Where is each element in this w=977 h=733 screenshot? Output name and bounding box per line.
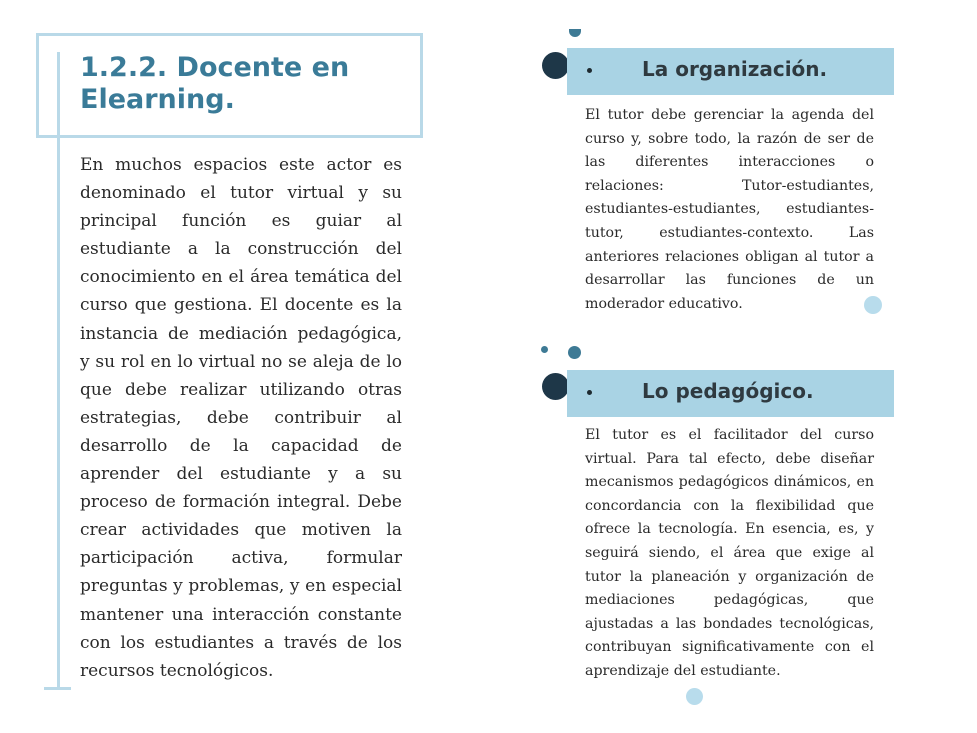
decor-dot-mid bbox=[568, 346, 581, 359]
vertical-rule bbox=[57, 52, 60, 690]
section-title: 1.2.2. Docente en Elearning. bbox=[80, 52, 350, 115]
decor-dot-top bbox=[569, 29, 581, 37]
decor-dot-pale-2 bbox=[686, 688, 703, 705]
decor-dot-dark-2 bbox=[542, 373, 569, 400]
decor-dot-small bbox=[541, 346, 548, 353]
section-body: En muchos espacios este actor es denominado el tutor virtual y su principal función es guiar al estudiante a la construcción del conocimiento en el área temática del curso que gestiona. El docente es la instancia de mediación pedagógica, y su rol en lo virtual no se aleja de lo que debe realizar utilizando otras estrategias, debe contribuir al desarrollo de la capacidad de aprender del estudiante y a su proceso de formación integral. Debe crear actividades que motiven la participación activa, formular preguntas y problemas, y en especial mantener una interacción constante con los estudiantes a través de los recursos tecnológicos. bbox=[80, 155, 402, 681]
bullet-icon bbox=[587, 390, 592, 395]
card-organizacion-body: El tutor debe gerenciar la agenda del curso y, sobre todo, la razón de ser de las diferentes interacciones o relaciones: Tutor-estudiantes, estudiantes-estudiantes, estudiantes-tutor, estudiantes-contexto. Las anteriores relaciones obligan al tutor a desarrollar las funciones de un moderador educativo. bbox=[585, 107, 874, 312]
horizontal-rule bbox=[44, 687, 71, 690]
decor-dot-dark-1 bbox=[542, 52, 569, 79]
card-organizacion-heading: La organización. bbox=[642, 57, 828, 81]
card-pedagogico-heading: Lo pedagógico. bbox=[642, 379, 814, 403]
card-pedagogico-body: El tutor es el facilitador del curso virtual. Para tal efecto, debe diseñar mecanismos pedagógicos dinámicos, en concordancia con la flexibilidad que ofrece la tecnología. En esencia, es, y seguirá siendo, el área que exige al tutor la planeación y organización de mediaciones pedagógicas, que ajustadas a las bondades tecnológicas, contribuyan significativamente con el aprendizaje del estudiante. bbox=[585, 427, 874, 679]
bullet-icon bbox=[587, 68, 592, 73]
